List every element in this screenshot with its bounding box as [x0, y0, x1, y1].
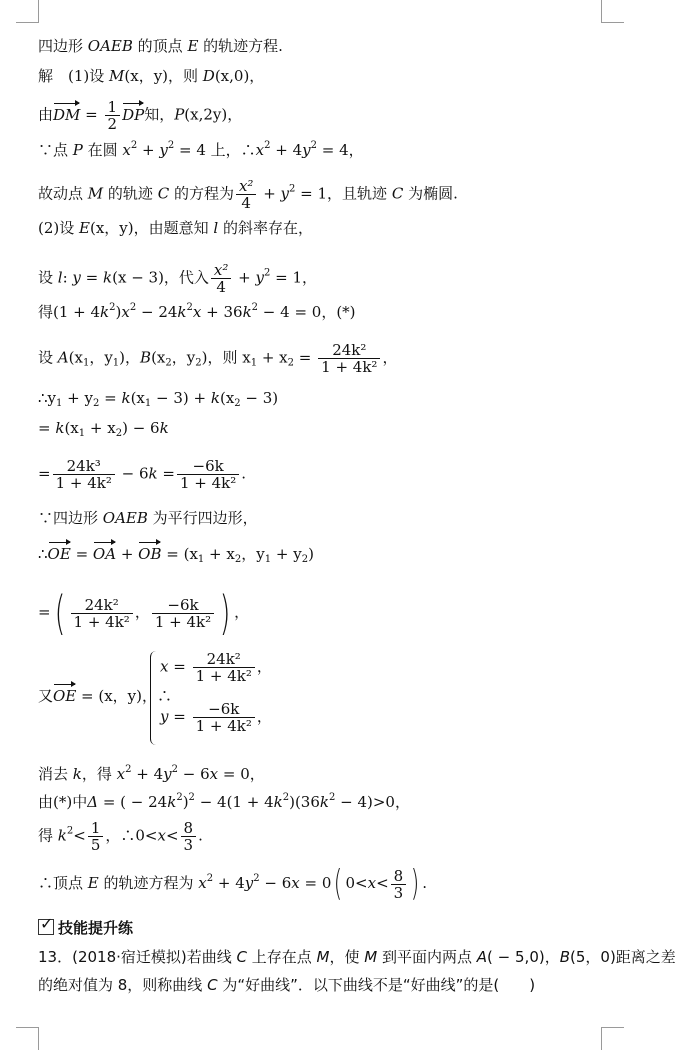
solution-line-19: 得 $k^2<$ $\frac{1}{5}$ ，∴0<x< $\frac{8}{3}$ . [38, 819, 203, 854]
crop-mark-bottom-left [16, 1027, 39, 1050]
solution-line-18: 由(*)中Δ = ( − $24k^2)^2 - 4(1 + 4k^2)(36k^2 - 4)>0$， [38, 792, 410, 811]
solution-line-20: ∴顶点 E 的轨迹方程为 $x^2 + 4y^2 - 6x = 0$( 0<x< $\frac{8}{3}$ ) . [38, 863, 428, 904]
fraction-x2-over-4-b: $\frac{\text{x²}}{4}$ [211, 262, 231, 295]
solution-line-2: 解 (1)设 M(x，y)，则 D(x,0)， [38, 67, 265, 85]
solution-line-16: 又OE = (x，y)，∴ [38, 687, 173, 705]
solution-line-12: = $\frac{\text{24k³}}{\text{1 + 4k²}}$ − 6k = $\frac{-6k}{\text{1 + 4k²}}$ . [38, 457, 247, 492]
section-heading: ✓技能提升练 [38, 917, 133, 938]
left-brace [150, 651, 157, 745]
fraction-x2-over-4: $\frac{\text{x²}}{4}$ [236, 178, 256, 211]
fraction-eight-thirds-b: $\frac{8}{3}$ [391, 868, 407, 901]
solution-line-13: ∵四边形 OAEB 为平行四边形， [38, 509, 258, 527]
system-row-y: y = $\frac{-6k}{\text{1 + 4k²}}$ ， [160, 700, 272, 735]
solution-line-8: 得$(1 + 4k^2)x^2 - 24k^2x + 36k^2 - 4 = 0$，(*) [38, 302, 356, 321]
checkmark-icon [38, 919, 54, 935]
crop-mark-top-right [601, 0, 624, 23]
solution-line-1: 四边形 OAEB 的顶点 E 的轨迹方程. [38, 37, 283, 55]
solution-line-4: ∵点 P 在圆 $x^2 + y^2 = 4$ 上，$\therefore x^2 + 4y^2 = 4$， [38, 140, 364, 159]
problem-13-line-1: 13．(2018·宿迁模拟)若曲线 C 上存在点 M，使 M 到平面内两点 A( − 5,0)，B(5，0)距离之差 [38, 948, 676, 966]
vector-oe-b: OE [53, 687, 77, 705]
solution-line-10: $\therefore y_1 + y_2 = k(x_1 - 3) + k(x_2 - 3)$ [38, 389, 279, 409]
solution-line-7: 设 l: y = k(x − 3)，代入 $\frac{\text{x²}}{4}$ + $y^2 = 1$， [38, 261, 318, 296]
fraction-neg6k: $\frac{-6k}{\text{1 + 4k²}}$ [177, 458, 239, 491]
fraction-24k3: $\frac{\text{24k³}}{\text{1 + 4k²}}$ [53, 458, 115, 491]
solution-line-17: 消去 k，得 $x^2 + 4y^2 - 6x = 0$， [38, 764, 265, 783]
vector-dp: DP [122, 105, 145, 124]
solution-line-5: 故动点 M 的轨迹 C 的方程为 $\frac{\text{x²}}{4}$ + $y^2 = 1$，且轨迹 C 为椭圆. [38, 177, 458, 212]
solution-line-9: 设 $A(x_1$，$y_1$)，$B(x_2$，$y_2$)，则 $x_1 + x_2$ = $\frac{\text{24k²}}{\text{1 + 4k²}}$ ， [38, 341, 398, 376]
solution-line-14: ∴OE = OA + OB = ($x_1 + x_2$，$y_1 + y_2$) [38, 545, 314, 565]
vector-oe: OE [47, 545, 71, 563]
fraction-sum-x: $\frac{\text{24k²}}{\text{1 + 4k²}}$ [318, 342, 380, 375]
fraction-half: $\frac{1}{2}$ [105, 99, 121, 132]
solution-line-15: =( $\frac{\text{24k²}}{\text{1 + 4k²}}$ ， $\frac{-6k}{\text{1 + 4k²}}$ ) ， [38, 586, 250, 640]
crop-mark-top-left [16, 0, 39, 23]
fraction-one-fifth: $\frac{1}{5}$ [88, 820, 104, 853]
fraction-oe-y: $\frac{-6k}{\text{1 + 4k²}}$ [152, 597, 214, 630]
problem-13-line-2: 的绝对值为 8，则称曲线 C 为“好曲线”．以下曲线不是“好曲线”的是( ) [38, 976, 536, 994]
vector-dm: DM [53, 105, 81, 124]
solution-line-3: 由DM = $\frac{1}{2}$ DP知，P(x,2y)， [38, 98, 243, 133]
fraction-eight-thirds: $\frac{8}{3}$ [181, 820, 197, 853]
vector-ob: OB [138, 545, 162, 563]
system-row-x: x = $\frac{\text{24k²}}{\text{1 + 4k²}}$ ， [160, 650, 272, 685]
crop-mark-bottom-right [601, 1027, 624, 1050]
solution-line-6: (2)设 E(x，y)，由题意知 l 的斜率存在， [38, 219, 313, 237]
fraction-oe-x: $\frac{\text{24k²}}{\text{1 + 4k²}}$ [71, 597, 133, 630]
vector-oa: OA [92, 545, 117, 563]
solution-line-11: = $k(x_1 + x_2) - 6k$ [38, 419, 169, 439]
